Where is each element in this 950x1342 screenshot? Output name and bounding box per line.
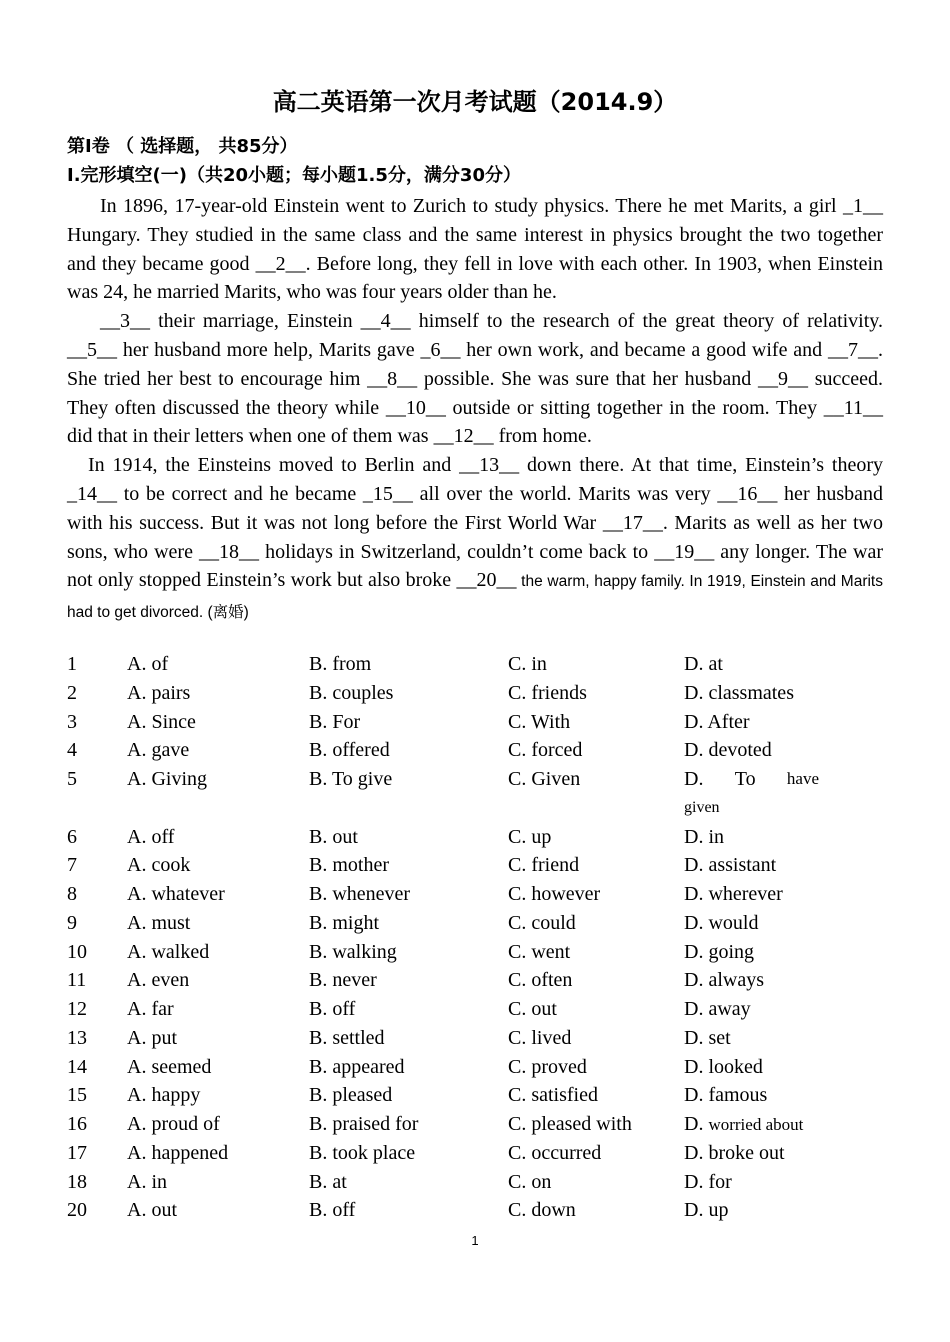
option-d: D. for: [684, 1170, 732, 1193]
option-c: C. however: [508, 883, 601, 905]
option-d: D. up: [684, 1199, 729, 1222]
option-a: A. pairs: [127, 681, 191, 704]
option-c: C. could: [508, 911, 576, 934]
option-b: B. took place: [309, 1141, 416, 1164]
option-a: A. put: [127, 1026, 177, 1049]
option-c: C. up: [508, 825, 552, 848]
option-d: D. classmates: [684, 681, 794, 704]
option-d-word-given: given: [684, 798, 720, 816]
option-d-word-to: To: [734, 768, 756, 790]
option-a: A. proud of: [127, 1113, 220, 1135]
option-b: B. might: [309, 911, 380, 934]
option-row: [67, 1196, 883, 1225]
option-a: A. Giving: [127, 768, 207, 790]
question-number: 10: [67, 940, 87, 963]
option-b: B. praised for: [309, 1113, 419, 1135]
question-number: 3: [67, 710, 77, 733]
question-number: 18: [67, 1170, 87, 1193]
option-c: C. occurred: [508, 1141, 602, 1164]
option-row: [67, 851, 883, 880]
option-a: A. cook: [127, 854, 191, 877]
option-c: C. satisfied: [508, 1084, 598, 1107]
page-title: 高二英语第一次月考试题（2014.9）: [272, 88, 678, 116]
option-a: A. seemed: [127, 1055, 212, 1078]
option-d: D. After: [684, 710, 750, 733]
option-row: [67, 938, 883, 967]
option-b: B. settled: [309, 1026, 385, 1049]
option-b: B. appeared: [309, 1055, 405, 1078]
option-b: B. offered: [309, 739, 390, 762]
option-row: [67, 736, 883, 765]
option-row: [67, 1053, 883, 1082]
option-b: B. off: [309, 998, 356, 1020]
option-a: A. of: [127, 653, 169, 675]
option-c: C. in: [508, 653, 547, 675]
question-number: 15: [67, 1084, 87, 1107]
option-row: [67, 1139, 883, 1168]
option-b: B. out: [309, 825, 358, 848]
option-d-word-have: have: [786, 769, 819, 788]
option-c: C. went: [508, 940, 571, 963]
option-d: D. set: [684, 1026, 731, 1049]
option-c: C. proved: [508, 1055, 587, 1078]
page-number: 1: [471, 1233, 479, 1248]
option-row: [67, 1110, 883, 1139]
option-d-letter: D.: [684, 768, 704, 790]
option-c: C. friends: [508, 681, 587, 704]
question-number: 6: [67, 825, 77, 848]
option-c: C. out: [508, 998, 557, 1020]
question-number: 8: [67, 883, 77, 905]
option-row: [67, 823, 883, 852]
option-b: B. at: [309, 1170, 347, 1193]
option-row: [67, 765, 883, 823]
option-a: A. in: [127, 1170, 167, 1193]
passage-paragraph-3-text: In 1914, the Einsteins moved to Berlin and __13__ down there. At that time, Einstein’s theory _14__ to be correct and he became _15__ all over the world. Marits was very __16__ her husband with his success. But it was not long before the First World War __17__. Marits as well as her two sons, who were __18__ holidays in Switzerland, couldn’t come back to __19__ any longer. The war not only stopped Einstein’s work but also broke: [67, 454, 883, 592]
option-b: B. couples: [309, 681, 394, 704]
option-d: [684, 1110, 803, 1140]
option-row: [67, 650, 883, 679]
question-number: 14: [67, 1055, 87, 1078]
question-number: 20: [67, 1199, 87, 1222]
option-a: A. out: [127, 1199, 177, 1222]
option-b: B. from: [309, 653, 372, 675]
option-c: C. on: [508, 1170, 552, 1193]
option-a: A. walked: [127, 940, 210, 963]
question-number: 16: [67, 1113, 87, 1135]
option-c: C. With: [508, 710, 571, 733]
option-a: A. must: [127, 911, 191, 934]
option-a: A. gave: [127, 739, 190, 762]
option-b: B. For: [309, 710, 361, 733]
question-number: 9: [67, 911, 77, 934]
passage-paragraph-3: [67, 451, 883, 628]
option-b: B. mother: [309, 854, 389, 877]
option-row: [67, 708, 883, 737]
options-table: [67, 650, 883, 1225]
option-d: D. famous: [684, 1084, 768, 1107]
option-d: D. would: [684, 911, 759, 934]
option-a: A. even: [127, 969, 190, 992]
option-b: B. To give: [309, 768, 393, 790]
option-a: A. whatever: [127, 883, 225, 905]
option-d: D. assistant: [684, 854, 777, 877]
option-a: A. happened: [127, 1141, 229, 1164]
option-c: C. Given: [508, 768, 581, 790]
option-d: D. going: [684, 940, 754, 963]
option-b: B. never: [309, 969, 377, 992]
option-d: D. in: [684, 825, 724, 848]
question-number: 7: [67, 854, 77, 877]
option-row: [67, 909, 883, 938]
option-b: B. pleased: [309, 1084, 393, 1107]
option-d-line-1: [684, 765, 819, 794]
option-row: [67, 679, 883, 708]
option-d-text: worried about: [708, 1115, 804, 1134]
option-a: A. happy: [127, 1084, 201, 1107]
option-c: C. forced: [508, 739, 583, 762]
passage-paragraph-2: __3__ their marriage, Einstein __4__ himself to the research of the great theory of relativity. __5__ her husband more help, Marits gave _6__ her own work, and became a good wife and __7__. She tried her best to encourage him __8__ possible. She was sure that her husband __9__ succeed. They often discussed the theory while __10__ outside or sitting together in the room. They __11__ did that in their letters when one of them was __12__ from home.: [67, 310, 883, 448]
option-b: B. whenever: [309, 883, 411, 905]
option-d: D. wherever: [684, 883, 783, 905]
option-row: [67, 966, 883, 995]
question-number: 1: [67, 653, 77, 675]
cloze-passage: [67, 192, 883, 628]
option-b: B. off: [309, 1199, 356, 1222]
section-heading: 第Ⅰ卷 （ 选择题， 共85分）: [67, 136, 298, 157]
option-b: B. walking: [309, 940, 397, 963]
option-d: [684, 765, 819, 823]
option-a: A. off: [127, 825, 175, 848]
option-d-letter: D.: [684, 1113, 709, 1135]
option-d: D. at: [684, 653, 723, 675]
question-number: 17: [67, 1141, 87, 1164]
passage-paragraph-3-tail: the warm, happy family. In 1919, Einstein and Marits had to get divorced. (离婚): [67, 573, 883, 622]
part-heading: I.完形填空(一)（共20小题；每小题1.5分，满分30分）: [67, 165, 521, 186]
option-d: D. looked: [684, 1055, 763, 1078]
question-number: 4: [67, 739, 77, 762]
option-d: D. broke out: [684, 1141, 785, 1164]
blank-20: __20__: [456, 569, 517, 592]
option-a: A. far: [127, 998, 174, 1020]
option-row: [67, 1168, 883, 1197]
question-number: 12: [67, 998, 87, 1020]
question-number: 11: [67, 969, 87, 992]
passage-paragraph-1: In 1896, 17-year-old Einstein went to Zurich to study physics. There he met Marits, a girl _1__ Hungary. They studied in the same class and the same interest in physics brought the two together and they became good __2__. Before long, they fell in love with each other. In 1903, when Einstein was 24, he married Marits, who was four years older than he.: [67, 195, 883, 304]
option-row: [67, 1081, 883, 1110]
option-d: D. devoted: [684, 739, 772, 762]
option-d: D. always: [684, 969, 764, 992]
question-number: 13: [67, 1026, 87, 1049]
option-row: [67, 995, 883, 1024]
option-a: A. Since: [127, 710, 196, 733]
option-d: D. away: [684, 998, 751, 1020]
option-c: C. lived: [508, 1026, 572, 1049]
question-number: 2: [67, 681, 77, 704]
option-row: [67, 880, 883, 909]
option-c: C. pleased with: [508, 1113, 632, 1135]
option-c: C. often: [508, 969, 573, 992]
question-number: 5: [67, 768, 77, 790]
option-c: C. down: [508, 1199, 576, 1222]
option-row: [67, 1024, 883, 1053]
option-c: C. friend: [508, 854, 580, 877]
